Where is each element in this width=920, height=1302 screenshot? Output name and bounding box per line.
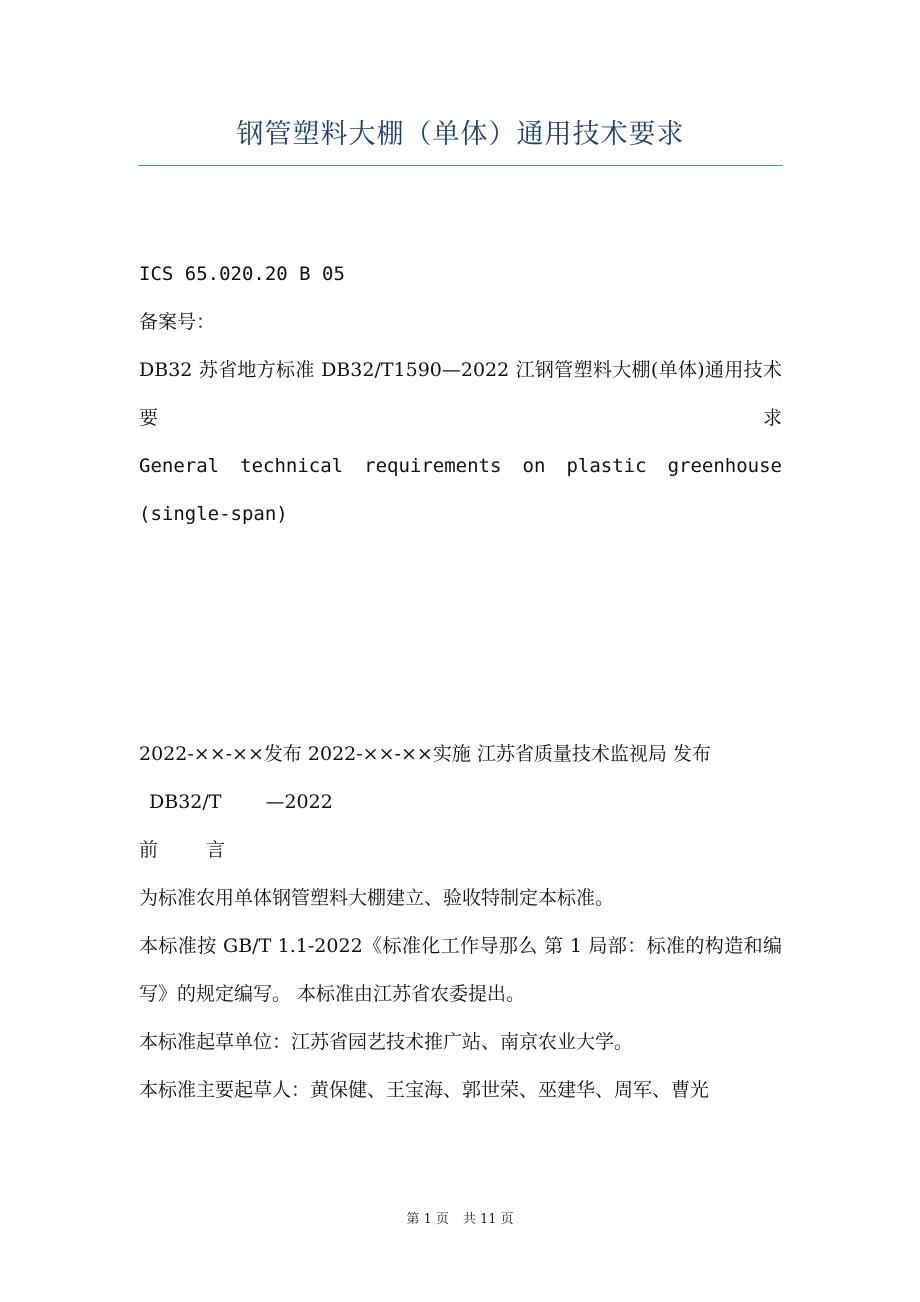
- title-divider: [138, 165, 783, 166]
- english-title: General technical requirements on plastic greenhouse (single-span): [139, 455, 782, 525]
- preface-paragraph: 本标准按 GB/T 1.1-2022《标准化工作导那么 第 1 局部：标准的构造和编写》的规定编写。 本标准由江苏省农委提出。: [139, 935, 782, 1005]
- page-number: 第 1 页: [406, 1212, 449, 1227]
- ics-code: ICS 65.020.20 B 05: [139, 263, 345, 285]
- page-footer: [0, 1208, 920, 1227]
- document-title: 钢管塑料大棚（单体）通用技术要求: [236, 119, 685, 150]
- issue-dates: 2022-××-××发布 2022-××-××实施 江苏省质量技术监视局 发布: [139, 743, 711, 765]
- preface-paragraph: 本标准主要起草人：黄保健、王宝海、郭世荣、巫建华、周军、曹光: [139, 1079, 710, 1101]
- preface-heading-right: 言: [206, 839, 226, 861]
- standard-code-year: —2022: [265, 791, 333, 813]
- filing-number: 备案号：: [139, 311, 216, 333]
- preface-paragraph: 为标准农用单体钢管塑料大棚建立、验收特制定本标准。: [139, 887, 615, 909]
- document-body: [139, 250, 782, 1114]
- page-total: 共 11 页: [462, 1212, 514, 1227]
- preface-heading-left: 前: [139, 839, 159, 861]
- spacer: [139, 538, 782, 730]
- preface-heading: [139, 826, 782, 874]
- standard-code-prefix: DB32/T: [149, 791, 222, 813]
- standard-designation: DB32 苏省地方标准 DB32/T1590—2022 江钢管塑料大棚(单体)通用技术要求: [139, 359, 782, 429]
- preface-paragraph: 本标准起草单位：江苏省园艺技术推广站、南京农业大学。: [139, 1031, 634, 1053]
- standard-code: [139, 778, 782, 826]
